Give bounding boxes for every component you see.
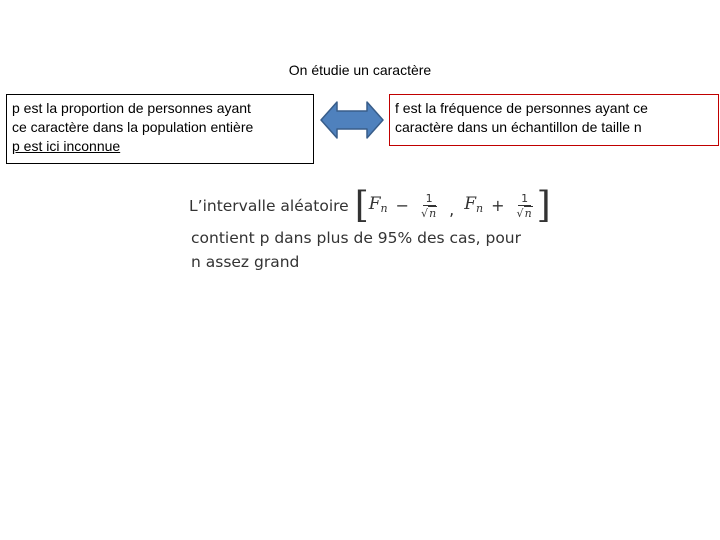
subscript-n: n: [380, 201, 388, 215]
statement-line-3: n assez grand: [191, 253, 300, 271]
fraction-numerator: 1: [518, 192, 531, 206]
sqrt-radicand: n: [524, 206, 532, 220]
fraction-numerator: 1: [423, 192, 436, 206]
interval-formula-row: [189, 186, 551, 226]
plus-sign: +: [491, 196, 505, 215]
proportion-box: [6, 94, 314, 164]
frequency-line-2: caractère dans un échantillon de taille n: [395, 119, 642, 135]
variable-f: F: [464, 193, 477, 214]
right-bracket: ]: [536, 185, 551, 226]
interval-intro-text: L’intervalle aléatoire: [189, 197, 349, 215]
variable-f: F: [368, 193, 381, 214]
frequency-line-1: f est la fréquence de personnes ayant ce: [395, 100, 648, 116]
double-arrow-icon: [320, 100, 384, 140]
variable-f-n-lower: [369, 192, 388, 221]
fraction-denominator: [515, 206, 535, 221]
frequency-box: [389, 94, 719, 146]
sqrt-sign: √: [516, 206, 524, 220]
proportion-line-2: ce caractère dans la population entière: [12, 119, 254, 135]
confidence-interval-statement: [189, 186, 551, 274]
proportion-line-1: p est la proportion de personnes ayant: [12, 100, 251, 116]
sqrt-sign: √: [421, 206, 429, 220]
statement-line-2: contient p dans plus de 95% des cas, pour: [191, 229, 522, 247]
variable-f-n-upper: [464, 192, 483, 221]
fraction-lower: [419, 192, 439, 221]
fraction-denominator: [419, 206, 439, 221]
fraction-upper: [515, 192, 535, 221]
left-bracket: [: [354, 185, 369, 226]
subscript-n: n: [476, 201, 484, 215]
comma: ,: [449, 200, 455, 219]
slide-title: On étudie un caractère: [288, 62, 432, 78]
proportion-line-3: p est ici inconnue: [12, 138, 121, 154]
sqrt-radicand: n: [429, 206, 437, 220]
minus-sign: −: [395, 196, 410, 215]
